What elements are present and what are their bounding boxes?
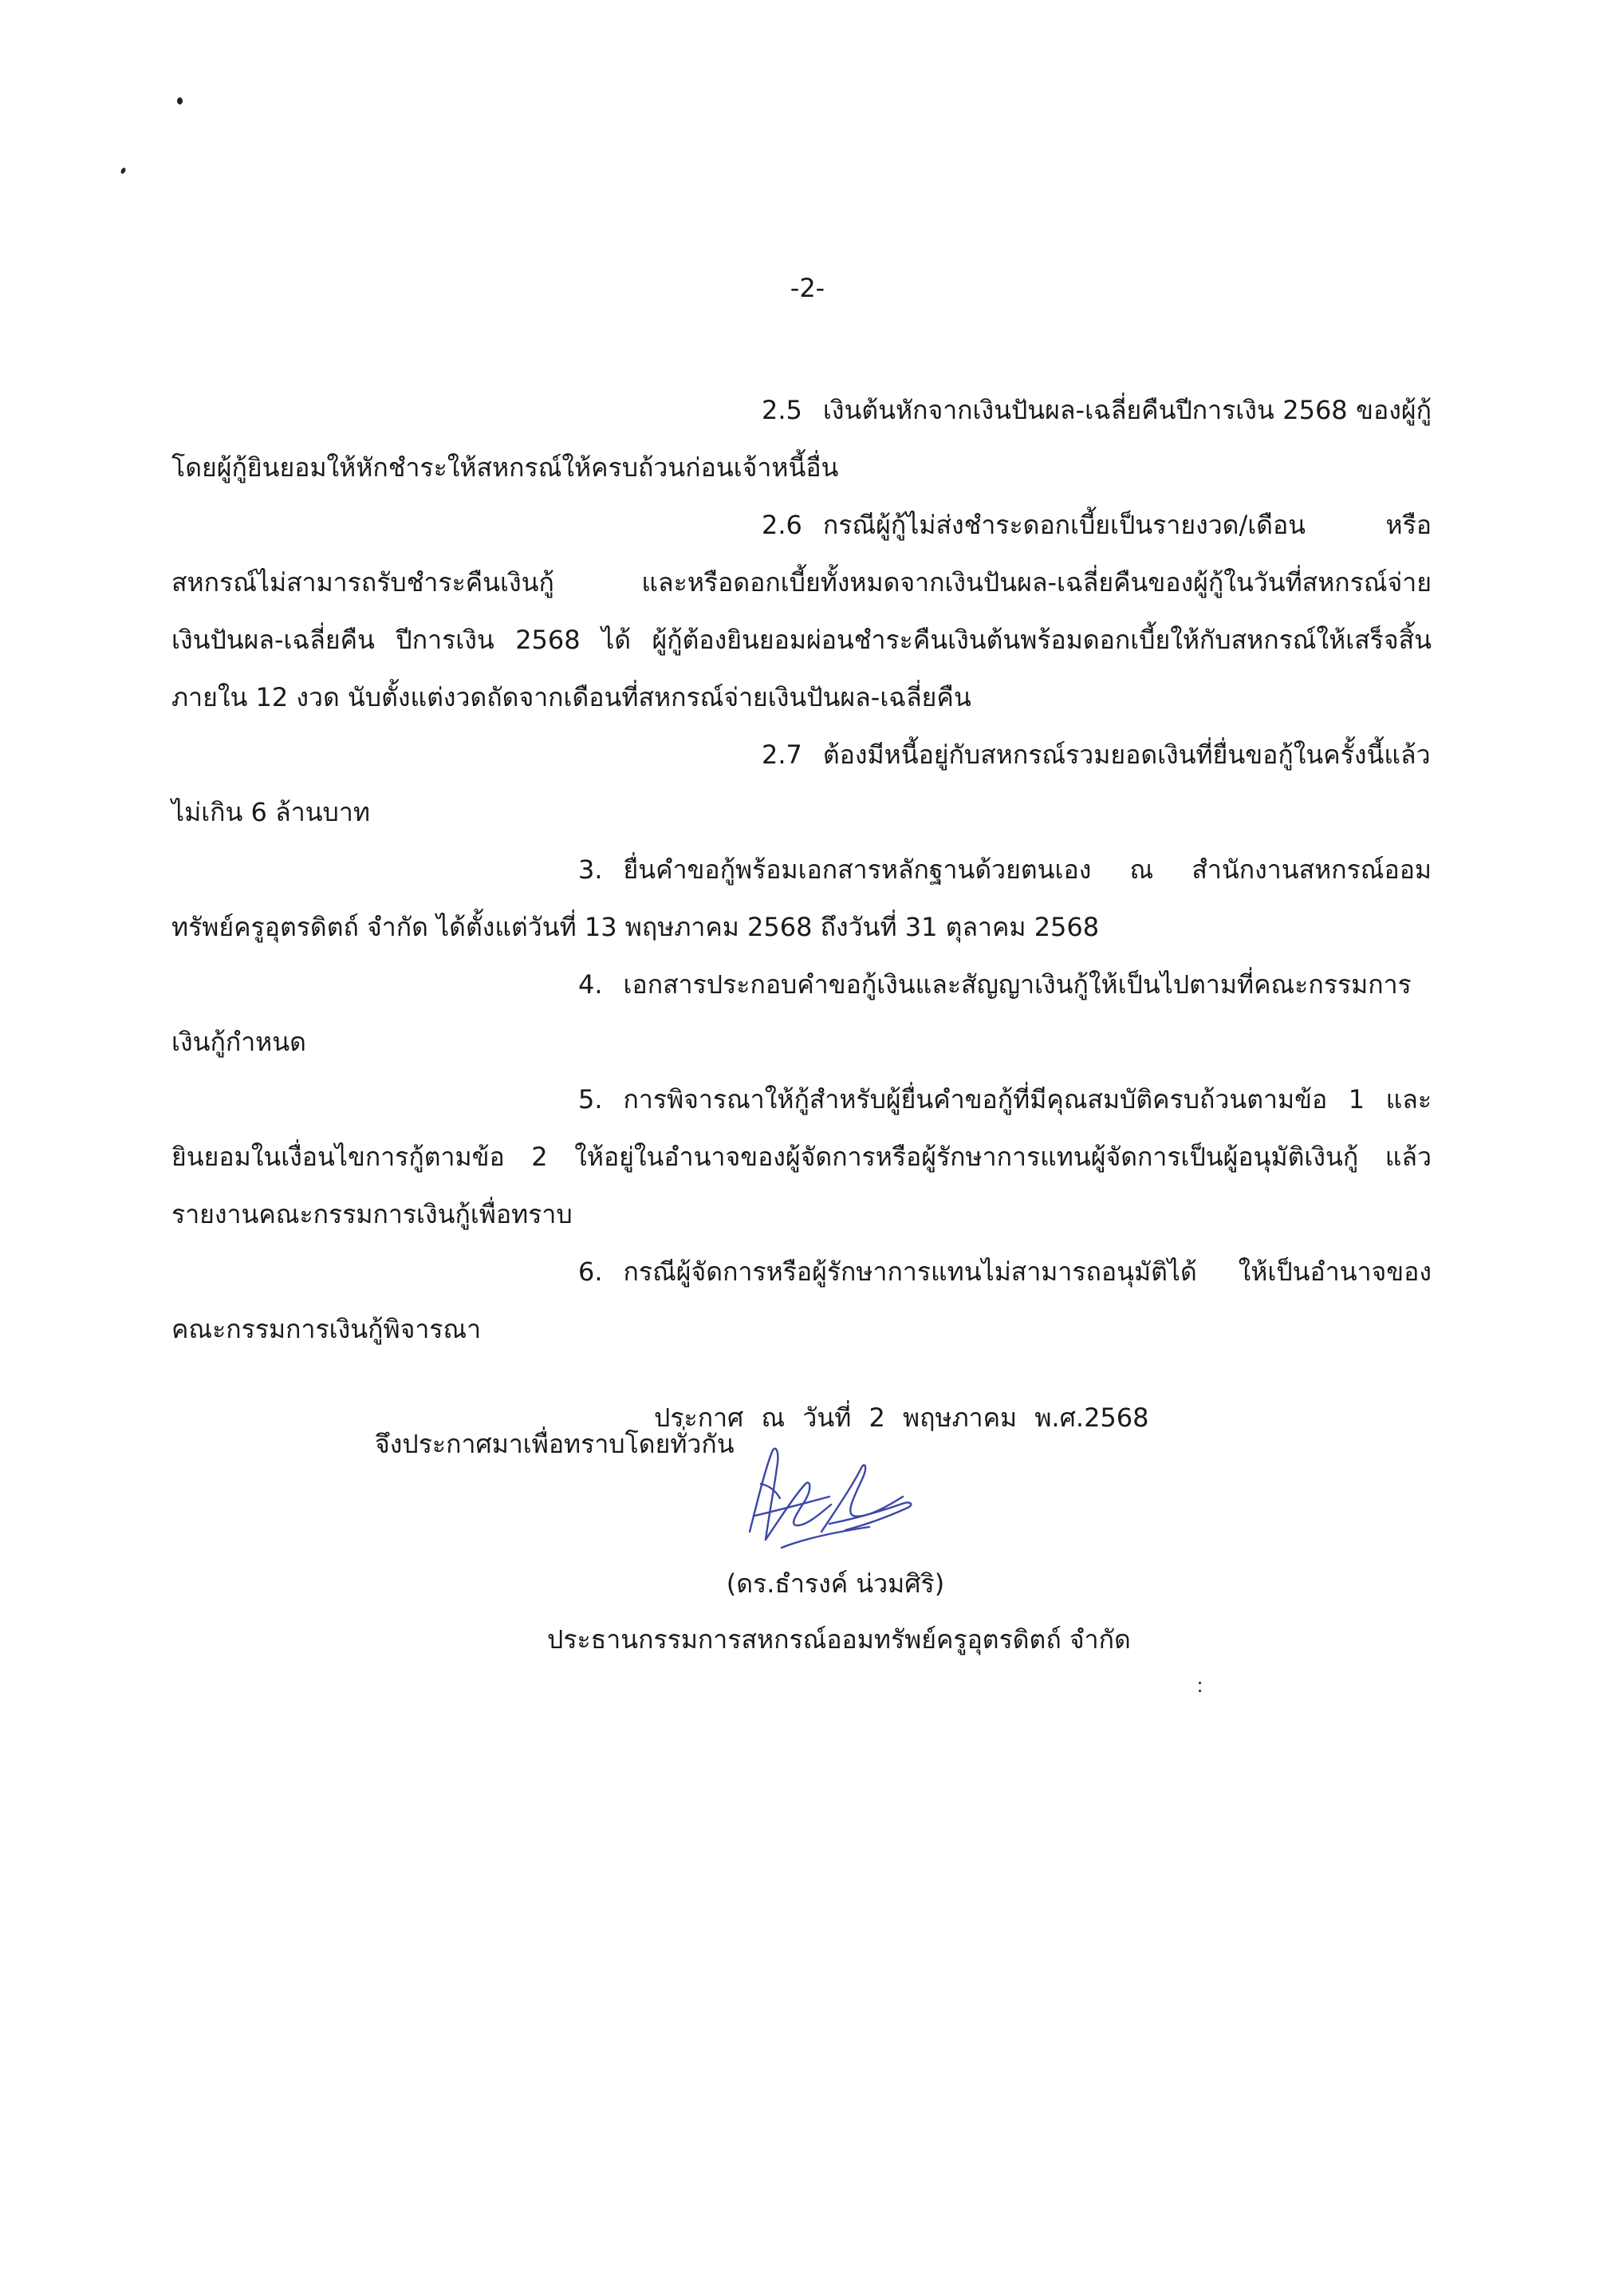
page-number: -2- [790,273,825,303]
clause-text: ยื่นคำขอกู้พร้อมเอกสารหลักฐานด้วยตนเอง ณ สำนักงานสหกรณ์ออมทรัพย์ครูอุตรดิตถ์ จำกัด ได้ตั้งแต่วันที่ 13 พฤษภาคม 2568 ถึงวันที่ 31 ตุลาคม 2568 [171,854,1432,942]
announcement-date: ประกาศ ณ วันที่ 2 พฤษภาคม พ.ศ.2568 [654,1402,1149,1433]
clause-number: 5. [578,1084,603,1114]
clause-text: เอกสารประกอบคำขอกู้เงินและสัญญาเงินกู้ให้เป็นไปตามที่คณะกรรมการเงินกู้กำหนด [171,969,1412,1057]
clause-text: เงินต้นหักจากเงินปันผล-เฉลี่ยคืนปีการเงิน 2568 ของผู้กู้ โดยผู้กู้ยินยอมให้หักชำระให้สหกรณ์ให้ครบถ้วนก่อนเจ้าหนี้อื่น [171,395,1432,483]
document-body [171,381,1432,1473]
closing-statement: จึงประกาศมาเพื่อทราบโดยทั่วกัน [375,1429,735,1459]
clause-2-6 [171,496,1432,726]
clause-number: 6. [578,1256,603,1287]
clause-number: 4. [578,969,603,1000]
clause-4 [171,956,1432,1071]
scan-speck [1199,1690,1201,1692]
clause-text: กรณีผู้กู้ไม่ส่งชำระดอกเบี้ยเป็นรายงวด/เดือน หรือสหกรณ์ไม่สามารถรับชำระคืนเงินกู้ และหรือดอกเบี้ยทั้งหมดจากเงินปันผล-เฉลี่ยคืนของผู้กู้ในวันที่สหกรณ์จ่ายเงินปันผล-เฉลี่ยคืน ปีการเงิน 2568 ได้ ผู้กู้ต้องยินยอมผ่อนชำระคืนเงินต้นพร้อมดอกเบี้ยให้กับสหกรณ์ให้เสร็จสิ้นภายใน 12 งวด นับตั้งแต่งวดถัดจากเดือนที่สหกรณ์จ่ายเงินปันผล-เฉลี่ยคืน [171,510,1432,712]
handwritten-signature [734,1436,925,1564]
clause-2-5 [171,381,1432,496]
signer-title: ประธานกรรมการสหกรณ์ออมทรัพย์ครูอุตรดิตถ์ จำกัด [547,1624,1131,1655]
clause-number: 2.5 [762,395,802,425]
clause-number: 2.6 [762,510,802,540]
clause-3 [171,841,1432,956]
scan-speck [1199,1682,1201,1684]
clause-number: 3. [578,854,603,885]
scan-speck [177,97,183,105]
clause-5 [171,1071,1432,1243]
clause-text: การพิจารณาให้กู้สำหรับผู้ยื่นคำขอกู้ที่มีคุณสมบัติครบถ้วนตามข้อ 1 และยินยอมในเงื่อนไขการกู้ตามข้อ 2 ให้อยู่ในอำนาจของผู้จัดการหรือผู้รักษาการแทนผู้จัดการเป็นผู้อนุมัติเงินกู้ แล้วรายงานคณะกรรมการเงินกู้เพื่อทราบ [171,1084,1432,1229]
clause-text: กรณีผู้จัดการหรือผู้รักษาการแทนไม่สามารถอนุมัติได้ ให้เป็นอำนาจของคณะกรรมการเงินกู้พิจารณา [171,1256,1432,1344]
scan-speck [120,167,126,174]
clause-text: ต้องมีหนี้อยู่กับสหกรณ์รวมยอดเงินที่ยื่นขอกู้ในครั้งนี้แล้วไม่เกิน 6 ล้านบาท [171,740,1431,827]
clause-number: 2.7 [762,740,802,770]
clause-6 [171,1243,1432,1358]
clause-2-7 [171,726,1432,841]
signer-name: (ดร.ธำรงค์ น่วมศิริ) [726,1568,945,1599]
